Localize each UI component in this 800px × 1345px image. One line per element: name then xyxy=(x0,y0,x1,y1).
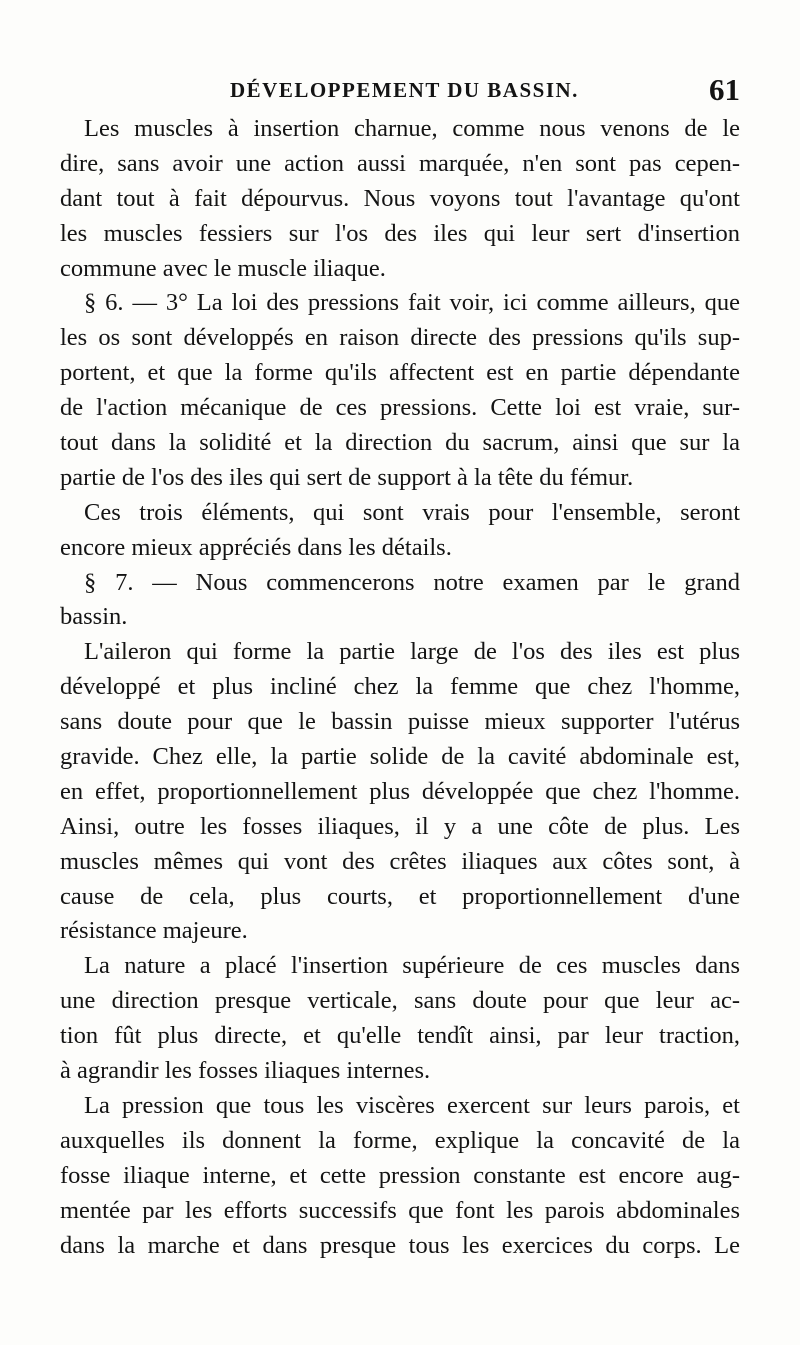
text-line: La nature a placé l'insertion supérieure de ces muscles dans xyxy=(84,952,740,980)
text-line: sans doute pour que le bassin puisse mieux supporter l'utérus xyxy=(60,708,740,736)
text-line: dans la marche et dans presque tous les exercices du corps. Le xyxy=(60,1231,740,1259)
page-header xyxy=(60,72,740,110)
text-line: commune avec le muscle iliaque. xyxy=(60,254,386,282)
text-line: gravide. Chez elle, la partie solide de la cavité abdominale est, xyxy=(60,743,740,771)
text-line: La pression que tous les viscères exercent sur leurs parois, et xyxy=(84,1091,740,1119)
text-line: muscles mêmes qui vont des crêtes iliaques aux côtes sont, à xyxy=(60,847,740,875)
text-line: L'aileron qui forme la partie large de l'os des iles est plus xyxy=(84,638,740,666)
text-line: résistance majeure. xyxy=(60,917,248,945)
page-number: 61 xyxy=(709,72,740,107)
text-line: tout dans la solidité et la direction du sacrum, ainsi que sur la xyxy=(60,429,740,457)
text-line: portent, et que la forme qu'ils affectent est en partie dépendante xyxy=(60,359,740,387)
text-line: de l'action mécanique de ces pressions. Cette loi est vraie, sur- xyxy=(60,394,740,422)
text-line: partie de l'os des iles qui sert de support à la tête du fémur. xyxy=(60,463,634,491)
text-line: auxquelles ils donnent la forme, explique la concavité de la xyxy=(60,1126,740,1154)
running-head: DÉVELOPPEMENT DU BASSIN. xyxy=(230,78,579,102)
text-line: Les muscles à insertion charnue, comme nous venons de le xyxy=(84,115,740,142)
text-line: Ainsi, outre les fosses iliaques, il y a une côte de plus. Les xyxy=(60,812,740,840)
text-line: les muscles fessiers sur l'os des iles qui leur sert d'insertion xyxy=(60,219,740,247)
text-line: bassin. xyxy=(60,603,128,631)
text-line: encore mieux appréciés dans les détails. xyxy=(60,533,452,561)
text-line: dire, sans avoir une action aussi marquée, n'en sont pas cepen- xyxy=(60,149,740,177)
text-line: développé et plus incliné chez la femme que chez l'homme, xyxy=(60,673,740,701)
text-line: tion fût plus directe, et qu'elle tendît ainsi, par leur traction, xyxy=(60,1022,740,1050)
text-line: une direction presque verticale, sans doute pour que leur ac- xyxy=(60,987,740,1015)
text-line: les os sont développés en raison directe des pressions qu'ils sup- xyxy=(60,324,740,352)
text-line: § 7. — Nous commencerons notre examen par le grand xyxy=(84,568,740,596)
text-line: cause de cela, plus courts, et proportionnellement d'une xyxy=(60,882,740,910)
text-line: à agrandir les fosses iliaques internes. xyxy=(60,1057,431,1085)
body-text xyxy=(60,112,740,1263)
text-line: dant tout à fait dépourvus. Nous voyons tout l'avantage qu'ont xyxy=(60,184,740,212)
text-line: mentée par les efforts successifs que font les parois abdominales xyxy=(60,1196,740,1224)
text-line: en effet, proportionnellement plus développée que chez l'homme. xyxy=(60,777,740,805)
text-line: fosse iliaque interne, et cette pression constante est encore aug- xyxy=(60,1161,740,1189)
text-line: Ces trois éléments, qui sont vrais pour l'ensemble, seront xyxy=(84,498,740,526)
text-line: § 6. — 3° La loi des pressions fait voir, ici comme ailleurs, que xyxy=(84,289,740,317)
